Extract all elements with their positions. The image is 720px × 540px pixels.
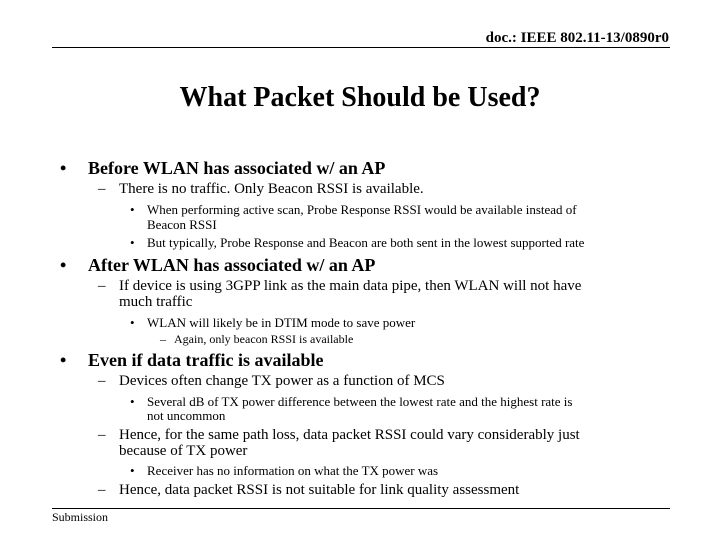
bullet-level3-receiver-no-info: Receiver has no information on what the TX power was [147, 463, 439, 478]
bullet-level3-active-scan-line2: Beacon RSSI [147, 217, 217, 232]
bullet-level2-tx-power-mcs: Devices often change TX power as a function of MCS [119, 373, 445, 389]
bullet-level3-active-scan-line1: When performing active scan, Probe Response RSSI would be available instead of [147, 202, 577, 217]
bullet-marker: • [130, 463, 135, 478]
bullet-marker: • [130, 202, 135, 217]
bullet-level2-3gpp-line2: much traffic [119, 294, 193, 310]
dash-marker: – [98, 427, 106, 443]
slide-title: What Packet Should be Used? [179, 82, 541, 113]
bullet-level2-3gpp-line1: If device is using 3GPP link as the main data pipe, then WLAN will not have [119, 278, 582, 294]
bullet-level3-lowest-rate: But typically, Probe Response and Beacon are both sent in the lowest supported rate [147, 235, 585, 250]
footer-rule [52, 508, 670, 509]
bullet-level1-after-association: After WLAN has associated w/ an AP [88, 255, 376, 275]
dash-marker: – [160, 332, 166, 346]
bullet-level2-path-loss-line2: because of TX power [119, 443, 248, 459]
dash-marker: – [98, 181, 106, 197]
document-id: doc.: IEEE 802.11-13/0890r0 [485, 30, 669, 46]
bullet-level2-conclusion: Hence, data packet RSSI is not suitable for link quality assessment [119, 482, 520, 498]
bullet-level4-beacon-only: Again, only beacon RSSI is available [174, 332, 354, 346]
bullet-marker: • [60, 158, 67, 178]
dash-marker: – [98, 373, 106, 389]
footer-submission-label: Submission [52, 510, 109, 524]
header-rule [52, 47, 670, 48]
bullet-level1-before-association: Before WLAN has associated w/ an AP [88, 158, 386, 178]
bullet-level3-db-difference-line2: not uncommon [147, 408, 226, 423]
bullet-marker: • [60, 350, 67, 370]
bullet-level2-no-traffic: There is no traffic. Only Beacon RSSI is available. [119, 181, 424, 197]
bullet-marker: • [60, 255, 67, 275]
bullet-level3-dtim: WLAN will likely be in DTIM mode to save power [147, 315, 416, 330]
bullet-level1-data-traffic: Even if data traffic is available [88, 350, 324, 370]
bullet-marker: • [130, 394, 135, 409]
bullet-marker: • [130, 315, 135, 330]
dash-marker: – [98, 278, 106, 294]
bullet-marker: • [130, 235, 135, 250]
bullet-level2-path-loss-line1: Hence, for the same path loss, data packet RSSI could vary considerably just [119, 427, 580, 443]
bullet-level3-db-difference-line1: Several dB of TX power difference between the lowest rate and the highest rate is [147, 394, 573, 409]
dash-marker: – [98, 482, 106, 498]
